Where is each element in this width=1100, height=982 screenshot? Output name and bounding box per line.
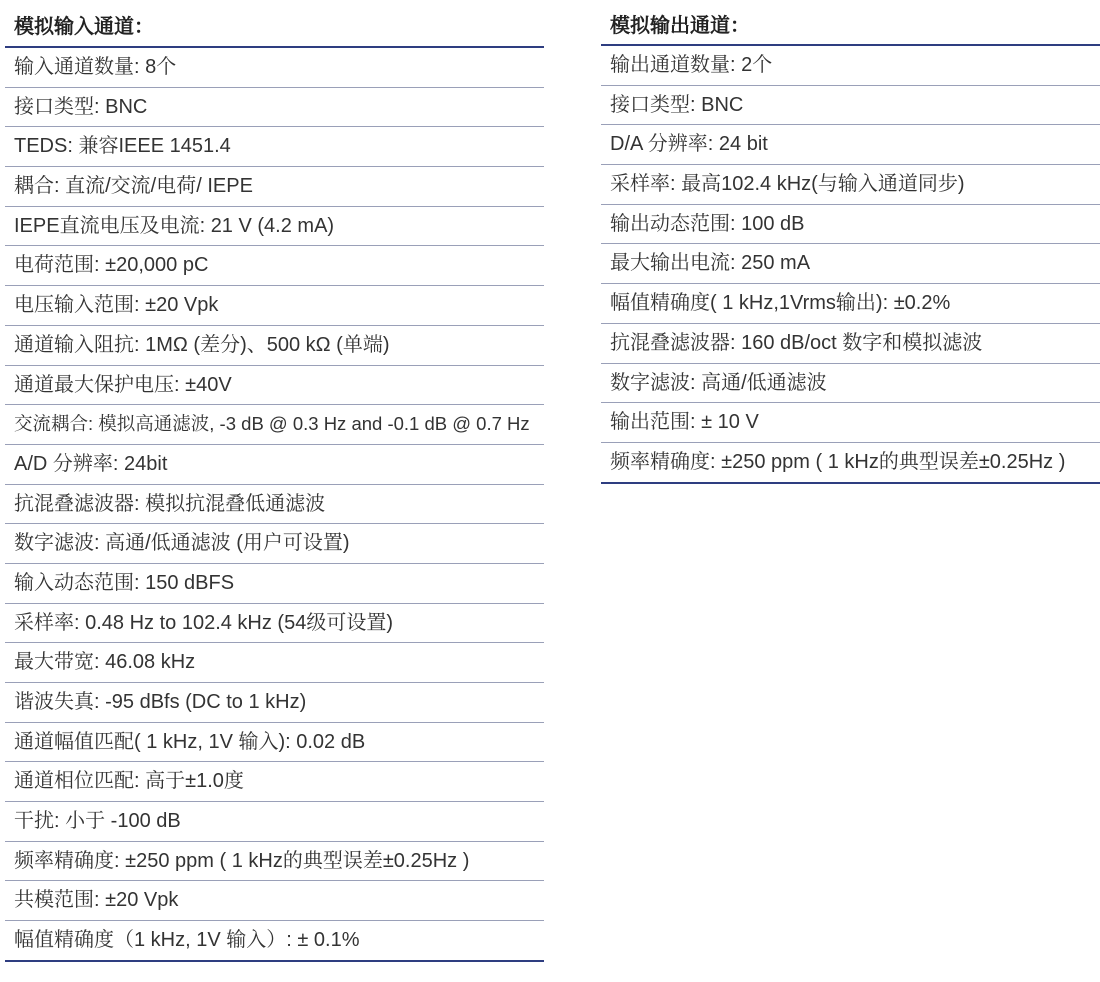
spec-row: 输出动态范围: 100 dB: [601, 205, 1100, 245]
spec-row: TEDS: 兼容IEEE 1451.4: [5, 127, 544, 167]
spec-row: 输出通道数量: 2个: [601, 46, 1100, 86]
spec-row: 数字滤波: 高通/低通滤波: [601, 364, 1100, 404]
spec-row: 通道最大保护电压: ±40V: [5, 366, 544, 406]
spec-row: 输出范围: ± 10 V: [601, 403, 1100, 443]
spec-row: 采样率: 0.48 Hz to 102.4 kHz (54级可设置): [5, 604, 544, 644]
spec-row: 抗混叠滤波器: 模拟抗混叠低通滤波: [5, 485, 544, 525]
spec-row: 干扰: 小于 -100 dB: [5, 802, 544, 842]
spec-row: 电荷范围: ±20,000 pC: [5, 246, 544, 286]
spec-row: 耦合: 直流/交流/电荷/ IEPE: [5, 167, 544, 207]
spec-row: [5, 405, 544, 445]
spec-row: 电压输入范围: ±20 Vpk: [5, 286, 544, 326]
analog-input-table: [5, 8, 544, 962]
analog-output-table: [601, 8, 1100, 484]
analog-output-title: 模拟输出通道：: [601, 8, 1100, 46]
spec-row: 数字滤波: 高通/低通滤波 (用户可设置): [5, 524, 544, 564]
analog-input-title: 模拟输入通道：: [5, 8, 544, 48]
spec-row: 最大输出电流: 250 mA: [601, 244, 1100, 284]
spec-row-text: 交流耦合: 模拟高通滤波, -3 dB @ 0.3 Hz and -0.1 dB @ 0.7 Hz: [14, 413, 530, 435]
spec-row: 频率精确度: ±250 ppm ( 1 kHz的典型误差±0.25Hz ): [601, 443, 1100, 484]
spec-row: 幅值精确度( 1 kHz,1Vrms输出): ±0.2%: [601, 284, 1100, 324]
spec-row: 频率精确度: ±250 ppm ( 1 kHz的典型误差±0.25Hz ): [5, 842, 544, 882]
spec-row: 通道幅值匹配( 1 kHz, 1V 输入): 0.02 dB: [5, 723, 544, 763]
spec-row: IEPE直流电压及电流: 21 V (4.2 mA): [5, 207, 544, 247]
spec-row: 抗混叠滤波器: 160 dB/oct 数字和模拟滤波: [601, 324, 1100, 364]
spec-row: 谐波失真: -95 dBfs (DC to 1 kHz): [5, 683, 544, 723]
spec-row: 输入通道数量: 8个: [5, 48, 544, 88]
spec-row: 接口类型: BNC: [5, 88, 544, 128]
spec-row: 输入动态范围: 150 dBFS: [5, 564, 544, 604]
spec-row: D/A 分辨率: 24 bit: [601, 125, 1100, 165]
spec-row: 幅值精确度（1 kHz, 1V 输入）: ± 0.1%: [5, 921, 544, 962]
spec-row: 通道输入阻抗: 1MΩ (差分)、500 kΩ (单端): [5, 326, 544, 366]
spec-row: 接口类型: BNC: [601, 86, 1100, 126]
spec-row: 共模范围: ±20 Vpk: [5, 881, 544, 921]
spec-row: A/D 分辨率: 24bit: [5, 445, 544, 485]
spec-row: 通道相位匹配: 高于±1.0度: [5, 762, 544, 802]
spec-row: 最大带宽: 46.08 kHz: [5, 643, 544, 683]
spec-row: 采样率: 最高102.4 kHz(与输入通道同步): [601, 165, 1100, 205]
